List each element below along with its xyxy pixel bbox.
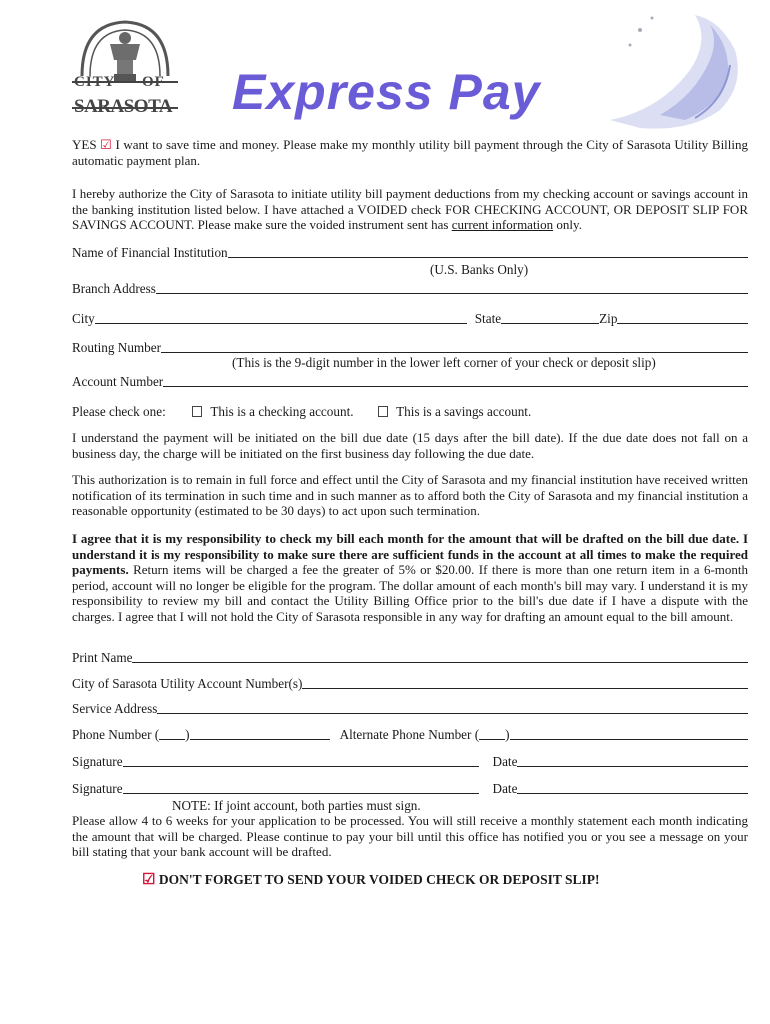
branch-address-field[interactable] <box>156 281 748 294</box>
print-name-row <box>72 650 748 666</box>
phone-label: Phone Number ( <box>72 727 160 742</box>
alt-phone-paren-close: ) <box>505 727 510 742</box>
intro-paragraph <box>72 137 748 168</box>
date-field-1[interactable] <box>517 754 748 767</box>
terms-responsibility-bold: I agree that it is my responsibility to check my bill each month for the amount that will be drafted on the bill due date. I understand it is my responsibility to make sure there are sufficient funds in the account at all times to make the required payments. <box>72 531 748 577</box>
service-address-field[interactable] <box>157 701 748 714</box>
state-field[interactable] <box>501 311 599 324</box>
checking-checkbox[interactable] <box>192 406 202 417</box>
financial-institution-label: Name of Financial Institution <box>72 245 228 260</box>
page-title: Express Pay <box>232 64 541 120</box>
us-banks-note: (U.S. Banks Only) <box>430 262 529 277</box>
authorization-underlined: current information <box>451 217 554 232</box>
voided-check-reminder <box>142 870 600 889</box>
city-logo <box>70 14 180 129</box>
terms-due-date: I understand the payment will be initiated on the bill due date (15 days after the bill date). If the due date does not fall on a business day, the charge will be initiated on the first business day following the due date. <box>72 430 748 461</box>
financial-institution-field[interactable] <box>228 245 748 258</box>
zip-field[interactable] <box>617 311 748 324</box>
city-field[interactable] <box>95 311 467 324</box>
savings-label: This is a savings account. <box>396 404 532 419</box>
logo-sarasota: SARASOTA <box>74 96 173 117</box>
alt-phone-area-code-field[interactable] <box>479 727 505 740</box>
reminder-text: DON'T FORGET TO SEND YOUR VOIDED CHECK OR DEPOSIT SLIP! <box>158 872 600 887</box>
routing-number-label: Routing Number <box>72 340 162 355</box>
routing-number-row <box>72 340 748 356</box>
utility-account-field[interactable] <box>302 676 748 689</box>
service-address-label: Service Address <box>72 701 158 716</box>
joint-account-note: NOTE: If joint account, both parties must sign. <box>172 798 421 813</box>
signature-field-2[interactable] <box>123 781 479 794</box>
processing-note: Please allow 4 to 6 weeks for your application to be processed. You will still receive a monthly statement each month indicating the amount that will be charged. Please continue to pay your bill until this office has notified you or you see a message on your bill stating that your bank account will be drafted. <box>72 813 748 859</box>
routing-number-field[interactable] <box>161 340 748 353</box>
utility-account-label: City of Sarasota Utility Account Number(s) <box>72 676 303 691</box>
savings-checkbox[interactable] <box>378 406 388 417</box>
account-type-row <box>72 404 748 420</box>
logo-of: OF <box>142 74 165 90</box>
logo-city: CITY <box>74 74 116 90</box>
account-number-field[interactable] <box>163 374 748 387</box>
print-name-field[interactable] <box>132 650 748 663</box>
signature-field-1[interactable] <box>123 754 479 767</box>
financial-institution-row <box>72 245 748 261</box>
checked-box-icon: ☑ <box>142 872 156 888</box>
intro-text: I want to save time and money. Please make my monthly utility bill payment through the City of Sarasota Utility Billing automatic payment plan. <box>72 137 749 168</box>
signature-label-1: Signature <box>72 754 123 769</box>
terms-responsibility-rest: Return items will be charged a fee the greater of 5% or $20.00. If there is more than one return item in a 6-month period, account will no longer be eligible for the program. The dollar amount of each month's bill may vary. I understand it is my responsibility to review my bill and contact the Utility Billing Office prior to the bill's due date if I have a dispute with the charges. I agree that I will not hold the City of Sarasota responsible in any way for drafting an amount equal to the bill amount. <box>72 562 748 624</box>
branch-address-label: Branch Address <box>72 281 156 296</box>
phone-paren-close: ) <box>185 727 190 742</box>
utility-account-row <box>72 676 748 692</box>
yes-label: YES <box>72 137 97 152</box>
account-number-row <box>72 374 748 390</box>
city-label: City <box>72 311 95 326</box>
date-label-1: Date <box>492 754 518 769</box>
account-number-label: Account Number <box>72 374 164 389</box>
phone-area-code-field[interactable] <box>159 727 185 740</box>
authorization-end: only. <box>556 217 582 232</box>
signature-row-2 <box>72 781 748 797</box>
phone-row <box>72 727 748 743</box>
branch-address-row <box>72 281 748 297</box>
check-one-label: Please check one: <box>72 404 166 419</box>
routing-note: (This is the 9-digit number in the lower left corner of your check or deposit slip) <box>232 355 656 370</box>
terms-authorization-duration: This authorization is to remain in full force and effect until the City of Sarasota and my financial institution have received written notification of its termination in such time and in such manner as to afford both the City of Sarasota and my financial institution a reasonable opportunity (estimated to be 30 days) to act upon such termination. <box>72 472 748 518</box>
city-state-zip-row <box>72 311 748 327</box>
zip-label: Zip <box>599 311 618 326</box>
print-name-label: Print Name <box>72 650 133 665</box>
date-field-2[interactable] <box>517 781 748 794</box>
phone-number-field[interactable] <box>190 727 330 740</box>
authorization-text: I hereby authorize the City of Sarasota to initiate utility bill payment deductions from my checking account or savings account in the banking institution listed below. I have attached a VOIDED check FOR CHECKING ACCOUNT, OR DEPOSIT SLIP FOR SAVINGS ACCOUNT. Please make sure the voided instrument sent has <box>72 186 748 232</box>
service-address-row <box>72 701 748 717</box>
signature-row-1 <box>72 754 748 770</box>
alt-phone-label: Alternate Phone Number ( <box>339 727 480 742</box>
signature-label-2: Signature <box>72 781 123 796</box>
state-label: State <box>474 311 502 326</box>
terms-responsibility <box>72 531 748 624</box>
date-label-2: Date <box>492 781 518 796</box>
authorization-paragraph <box>72 186 748 233</box>
alt-phone-number-field[interactable] <box>510 727 748 740</box>
checked-box-icon: ☑ <box>100 137 112 152</box>
wave-graphic <box>600 0 750 135</box>
checking-label: This is a checking account. <box>210 404 354 419</box>
